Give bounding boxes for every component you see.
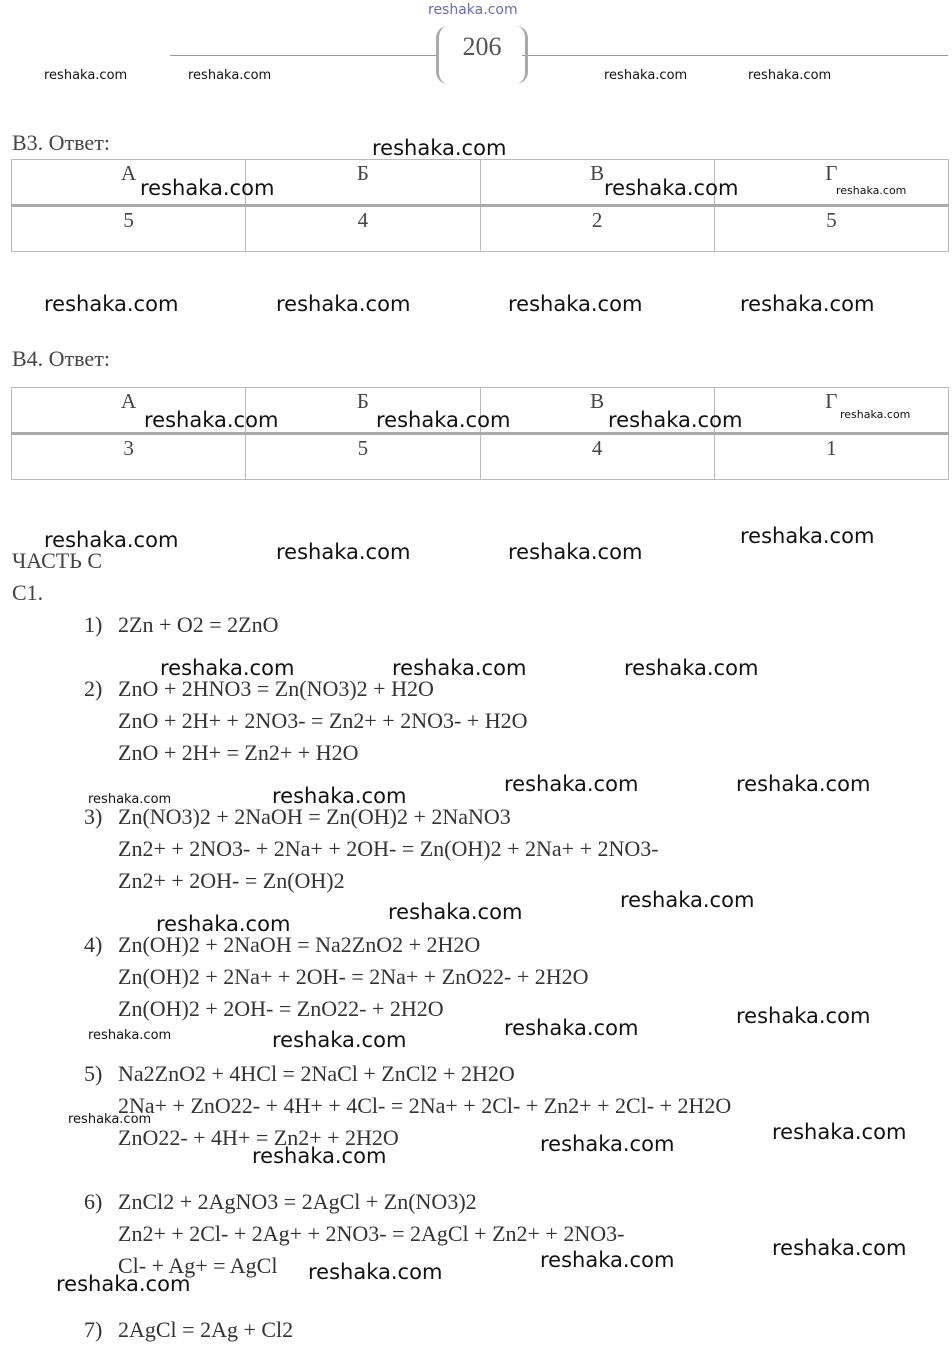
watermark: reshaka.com <box>772 1120 907 1144</box>
top-watermark: reshaka.com <box>428 2 518 18</box>
b4-answer-table <box>11 387 949 480</box>
equation-line: Zn(OH)2 + 2OH- = ZnO22- + 2H2O <box>118 996 444 1021</box>
table-cell: 4 <box>480 434 714 480</box>
table-cell: 3 <box>12 434 246 480</box>
equation-line: Zn2+ + 2NO3- + 2Na+ + 2OH- = Zn(OH)2 + 2Na+ + 2NO3- <box>118 836 659 861</box>
watermark: reshaka.com <box>388 900 523 924</box>
watermark: reshaka.com <box>160 656 295 680</box>
header-rule-right <box>522 55 948 56</box>
watermark: reshaka.com <box>620 888 755 912</box>
watermark: reshaka.com <box>504 772 639 796</box>
watermark: reshaka.com <box>376 408 511 432</box>
watermark: reshaka.com <box>840 408 911 421</box>
watermark: reshaka.com <box>156 912 291 936</box>
table-cell: 1 <box>714 434 948 480</box>
watermark: reshaka.com <box>540 1248 675 1272</box>
watermark: reshaka.com <box>540 1132 675 1156</box>
equation-number: 6) <box>84 1189 103 1214</box>
equation-line: 2Zn + O2 = 2ZnO <box>118 612 279 637</box>
watermark: reshaka.com <box>56 1272 191 1296</box>
watermark: reshaka.com <box>276 292 411 316</box>
table-cell: 5 <box>246 434 480 480</box>
equation-line: ZnO + 2H+ = Zn2+ + H2O <box>118 740 359 765</box>
watermark: reshaka.com <box>736 1004 871 1028</box>
table-cell: 5 <box>714 206 948 252</box>
header-watermark: reshaka.com <box>604 68 688 83</box>
watermark: reshaka.com <box>88 792 172 807</box>
watermark: reshaka.com <box>392 656 527 680</box>
watermark: reshaka.com <box>68 1112 152 1127</box>
watermark: reshaka.com <box>504 1016 639 1040</box>
c1-label: С1. <box>12 580 44 605</box>
b3-answer-table <box>11 159 949 252</box>
page-number: 206 <box>462 32 502 61</box>
part-c-title: ЧАСТЬ С <box>12 548 103 573</box>
watermark: reshaka.com <box>604 176 739 200</box>
watermark: reshaka.com <box>252 1144 387 1168</box>
equation-number: 4) <box>84 932 103 957</box>
equation-number: 5) <box>84 1061 103 1086</box>
equation-line: Na2ZnO2 + 4HCl = 2NaCl + ZnCl2 + 2H2O <box>118 1061 515 1086</box>
equation-number: 1) <box>84 612 103 637</box>
header-watermark: reshaka.com <box>748 68 832 83</box>
b4-label: В4. Ответ: <box>12 346 110 371</box>
equation-line: Zn(OH)2 + 2Na+ + 2OH- = 2Na+ + ZnO22- + 2H2O <box>118 964 589 989</box>
watermark: reshaka.com <box>772 1236 907 1260</box>
watermark: reshaka.com <box>624 656 759 680</box>
watermark: reshaka.com <box>740 524 875 548</box>
table-header-cell: В <box>480 388 714 434</box>
equation-line: ZnO22- + 4H+ = Zn2+ + 2H2O <box>118 1125 399 1150</box>
table-row <box>12 434 949 480</box>
equation-number: 2) <box>84 676 103 701</box>
equation-line: Zn2+ + 2Cl- + 2Ag+ + 2NO3- = 2AgCl + Zn2+ + 2NO3- <box>118 1221 625 1246</box>
table-header-cell: Б <box>246 388 480 434</box>
watermark: reshaka.com <box>276 540 411 564</box>
equation-number: 3) <box>84 804 103 829</box>
table-header-cell: В <box>480 160 714 206</box>
header-rule-left <box>170 55 436 56</box>
equation-line: 2AgCl = 2Ag + Cl2 <box>118 1317 294 1342</box>
watermark: reshaka.com <box>740 292 875 316</box>
watermark: reshaka.com <box>736 772 871 796</box>
equation-line: Zn2+ + 2OH- = Zn(OH)2 <box>118 868 345 893</box>
table-cell: 5 <box>12 206 246 252</box>
table-header-cell: Б <box>246 160 480 206</box>
table-header-cell: А <box>12 388 246 434</box>
watermark: reshaka.com <box>308 1260 443 1284</box>
watermark: reshaka.com <box>608 408 743 432</box>
watermark: reshaka.com <box>44 528 179 552</box>
table-row <box>12 206 949 252</box>
equation-line: Cl- + Ag+ = AgCl <box>118 1253 278 1278</box>
equation-number: 7) <box>84 1317 103 1342</box>
watermark: reshaka.com <box>44 292 179 316</box>
equation-line: Zn(NO3)2 + 2NaOH = Zn(OH)2 + 2NaNO3 <box>118 804 511 829</box>
watermark: reshaka.com <box>508 292 643 316</box>
watermark: reshaka.com <box>140 176 275 200</box>
table-header-cell: Г <box>714 388 948 434</box>
watermark: reshaka.com <box>272 784 407 808</box>
equation-line: ZnO + 2HNO3 = Zn(NO3)2 + H2O <box>118 676 434 701</box>
table-cell: 4 <box>246 206 480 252</box>
watermark: reshaka.com <box>372 136 507 160</box>
header-watermark: reshaka.com <box>188 68 272 83</box>
table-cell: 2 <box>480 206 714 252</box>
watermark: reshaka.com <box>836 184 907 197</box>
b3-label: В3. Ответ: <box>12 130 110 155</box>
watermark: reshaka.com <box>144 408 279 432</box>
equation-line: ZnCl2 + 2AgNO3 = 2AgCl + Zn(NO3)2 <box>118 1189 477 1214</box>
watermark: reshaka.com <box>508 540 643 564</box>
header-watermark: reshaka.com <box>44 68 128 83</box>
watermark: reshaka.com <box>272 1028 407 1052</box>
equation-line: 2Na+ + ZnO22- + 4H+ + 4Cl- = 2Na+ + 2Cl- + Zn2+ + 2Cl- + 2H2O <box>118 1093 732 1118</box>
table-header-cell: А <box>12 160 246 206</box>
equation-line: ZnO + 2H+ + 2NO3- = Zn2+ + 2NO3- + H2O <box>118 708 528 733</box>
watermark: reshaka.com <box>88 1028 172 1043</box>
equation-line: Zn(OH)2 + 2NaOH = Na2ZnO2 + 2H2O <box>118 932 481 957</box>
table-header-cell: Г <box>714 160 948 206</box>
